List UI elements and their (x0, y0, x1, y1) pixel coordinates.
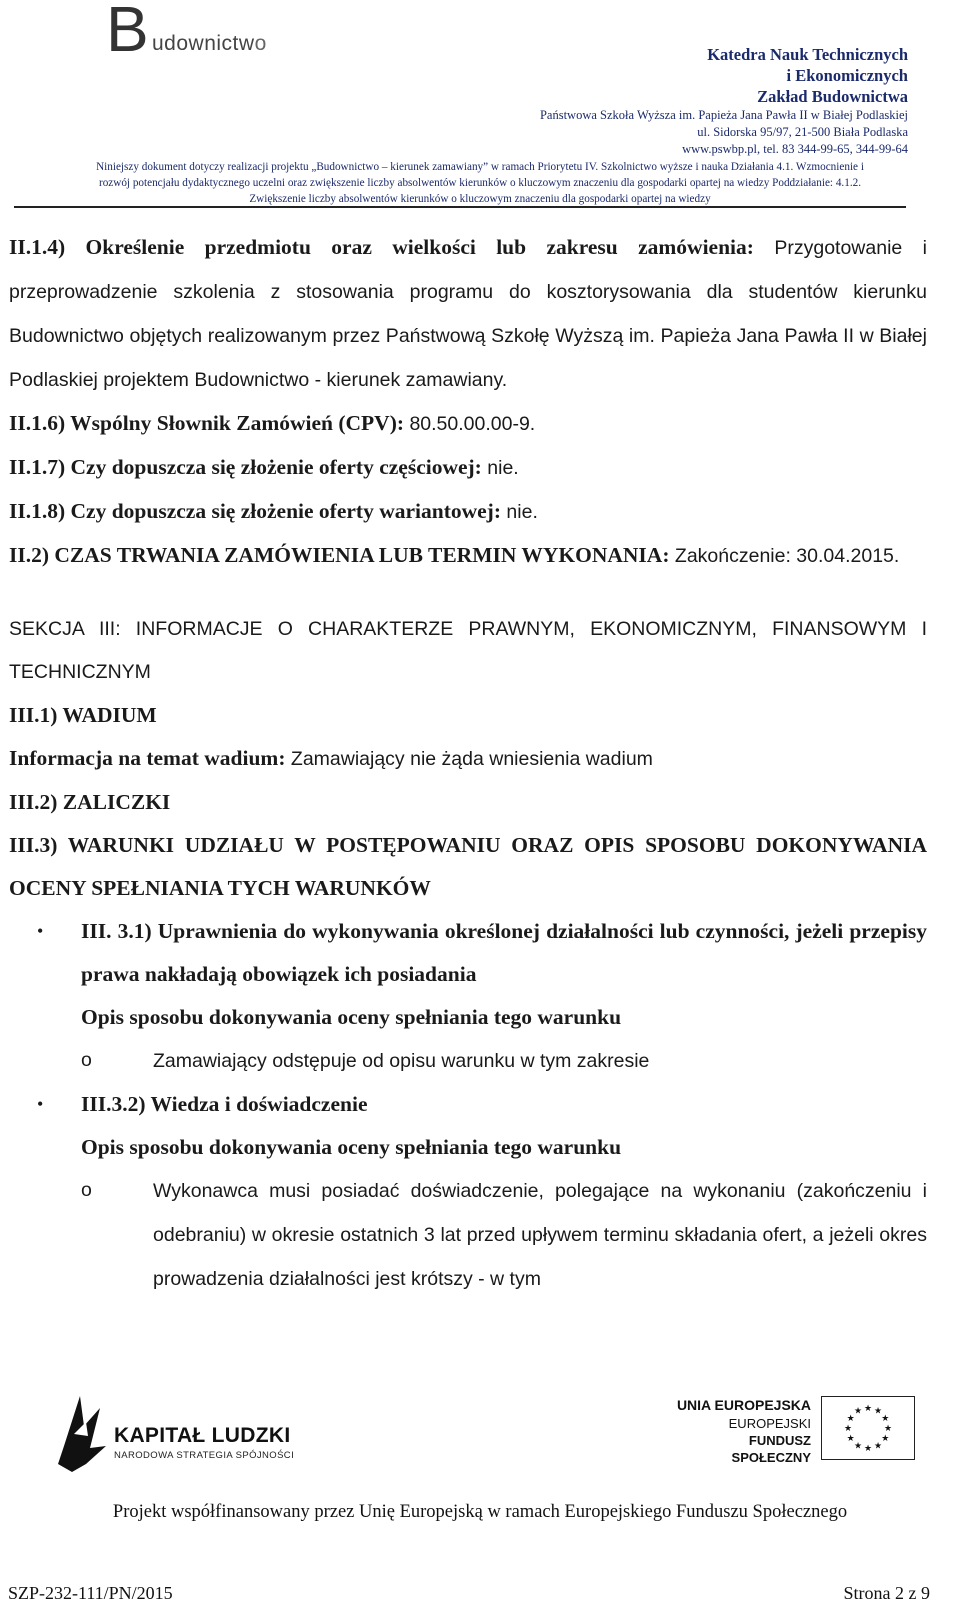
wadium-heading: III.1) WADIUM (9, 703, 157, 727)
institution-address: ul. Sidorska 95/97, 21-500 Biała Podlaska (697, 125, 908, 139)
condition-title: III. 3.1) Uprawnienia do wykonywania określonej działalności lub czynności, jeżeli przepisy prawa nakładają obowiązek ich posiadania (81, 919, 927, 986)
eu-star-icon: ★ (863, 1444, 873, 1454)
logo-text: udownictwo (152, 32, 267, 55)
budownictwo-logo (106, 0, 286, 65)
condition-points (81, 1169, 927, 1301)
paragraph-partial-offer: II.1.7) Czy dopuszcza się złożenie oferty częściowej: nie. (9, 455, 519, 479)
spacer (9, 578, 927, 608)
eu-star-icon: ★ (863, 1404, 873, 1414)
eu-star-icon: ★ (881, 1414, 890, 1424)
circle-bullet-icon: o (81, 1179, 92, 1201)
paragraph-duration: II.2) CZAS TRWANIA ZAMÓWIENIA LUB TERMIN WYKONANIA: Zakończenie: 30.04.2015. (9, 543, 900, 567)
eu-star-icon: ★ (881, 1434, 890, 1444)
institution-line: i Ekonomicznych (786, 66, 908, 85)
paragraph-cpv: II.1.6) Wspólny Słownik Zamówień (CPV): 80.50.00.00-9. (9, 411, 536, 435)
circle-bullet-icon: o (81, 1049, 92, 1071)
eu-star-icon: ★ (843, 1424, 853, 1434)
institution-line: Zakład Budownictwa (757, 87, 908, 106)
institution-line: Katedra Nauk Technicznych (707, 45, 908, 64)
project-note: Niniejszy dokument dotyczy realizacji projektu „Budownictwo – kierunek zamawiany” w ramach Priorytetu IV. Szkolnictwo wyższe i nauka Działania 4.1. Wzmocnienie i rozwój potencjału dydaktycznego uczelni oraz zwiększenie liczby absolwentów kierunków o kluczowym znaczeniu dla gospodarki opartej na wiedzy Poddziałanie: 4.1.2. Zwiększenie liczby absolwentów kierunków o kluczowym znaczeniu dla gospodarki opartej na wiedzy (96, 161, 864, 205)
paragraph-label: II.1.4) Określenie przedmiotu oraz wielkości lub zakresu zamówienia: (9, 235, 754, 259)
kl-title: KAPITAŁ LUDZKI (114, 1424, 291, 1447)
eu-subtitle: EUROPEJSKI (728, 1416, 811, 1431)
page-number: Strona 2 z 9 (843, 1583, 930, 1603)
institution-contact: www.pswbp.pl, tel. 83 344-99-65, 344-99-64 (682, 142, 908, 156)
list-item (9, 910, 927, 1083)
institution-line: Państwowa Szkoła Wyższa im. Papieża Jana Pawła II w Białej Podlaskiej (539, 108, 908, 122)
condition-subtitle: Opis sposobu dokonywania oceny spełniania tego warunku (81, 1005, 622, 1029)
footer-logos (0, 1380, 960, 1490)
list-item (9, 1083, 927, 1301)
eu-star-icon: ★ (846, 1414, 855, 1424)
paragraph-subject (9, 226, 927, 402)
warunki-heading: III.3) WARUNKI UDZIAŁU W POSTĘPOWANIU ORAZ OPIS SPOSOBU DOKONYWANIA OCENY SPEŁNIANIA TYCH WARUNKÓW (9, 833, 927, 900)
eu-star-icon: ★ (853, 1406, 863, 1417)
eu-star-icon: ★ (853, 1441, 863, 1452)
list-item: o Zamawiający odstępuje od opisu warunku w tym zakresie (81, 1039, 927, 1083)
bullet-icon: • (37, 921, 44, 941)
eu-star-icon: ★ (883, 1424, 893, 1434)
kapital-ludzki-logo (50, 1386, 310, 1476)
eu-fund: FUNDUSZ SPOŁECZNY (731, 1433, 811, 1465)
condition-subtitle: Opis sposobu dokonywania oceny spełniania tego warunku (81, 1135, 622, 1159)
condition-title: III.3.2) Wiedza i doświadczenie (81, 1092, 368, 1116)
eu-star-icon: ★ (846, 1434, 855, 1444)
document-number: SZP-232-111/PN/2015 (8, 1583, 173, 1603)
eu-star-icon: ★ (873, 1441, 883, 1452)
bullet-icon: • (37, 1094, 44, 1114)
wadium-info: Informacja na temat wadium: Zamawiający nie żąda wniesienia wadium (9, 746, 653, 770)
paragraph-text: Przygotowanie i przeprowadzenie szkolenia z stosowania programu do kosztorysowania dla studentów kierunku Budownictwo objętych realizowanym przez Państwową Szkołę Wyższą im. Papieża Jana Pawła II w Białej Podlaskiej projektem Budownictwo - kierunek zamawiany. (9, 237, 927, 391)
header-divider (14, 206, 906, 208)
eu-flag-icon (821, 1396, 915, 1460)
eu-star-icon: ★ (873, 1406, 883, 1417)
paragraph-variant-offer: II.1.8) Czy dopuszcza się złożenie oferty wariantowej: nie. (9, 499, 538, 523)
logo-letter: B (106, 0, 149, 65)
kapital-ludzki-emblem-icon (50, 1386, 112, 1476)
conditions-list (9, 910, 927, 1301)
document-body (9, 226, 927, 1301)
list-item: o Wykonawca musi posiadać doświadczenie, polegające na wykonaniu (zakończeniu i odebraniu) w okresie ostatnich 3 lat przed upływem terminu składania ofert, a jeżeli okres prowadzenia działalności jest krótszy - w tym (81, 1169, 927, 1301)
section-heading: SEKCJA III: INFORMACJE O CHARAKTERZE PRAWNYM, EKONOMICZNYM, FINANSOWYM I TECHNICZNYM (9, 618, 927, 683)
kl-subtitle: NARODOWA STRATEGIA SPÓJNOŚCI (114, 1450, 295, 1461)
zaliczki-heading: III.2) ZALICZKI (9, 790, 171, 814)
cofinancing-note: Projekt współfinansowany przez Unię Europejską w ramach Europejskiego Funduszu Społecznego (112, 1502, 848, 1522)
page-header (0, 0, 960, 210)
eu-title: UNIA EUROPEJSKA (676, 1397, 811, 1413)
institution-block (540, 44, 908, 158)
eu-logo (670, 1394, 915, 1484)
condition-points (81, 1039, 927, 1083)
